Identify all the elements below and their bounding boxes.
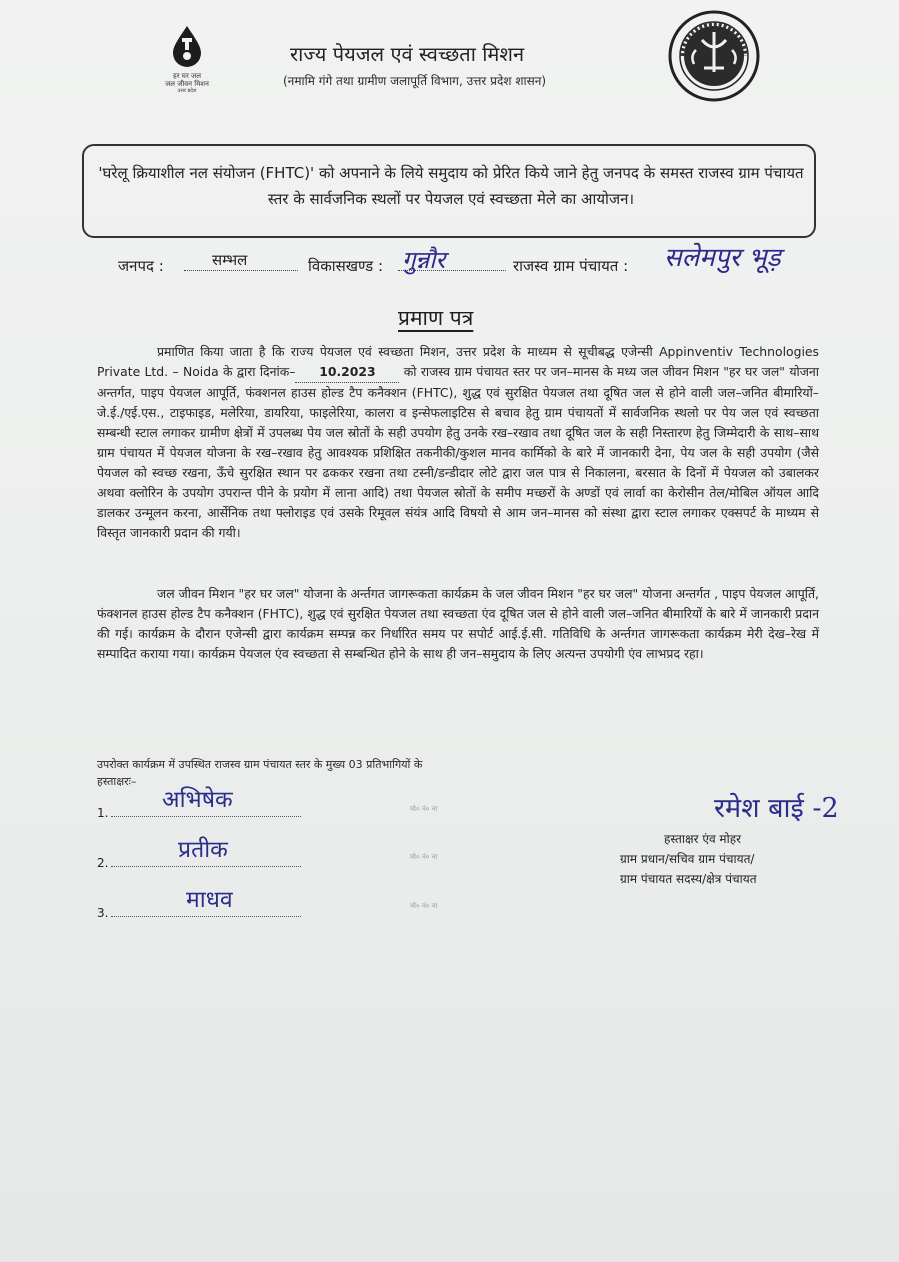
participant-mobile-label: मो० नं० ना	[410, 805, 438, 813]
signatory-role-line1: ग्राम प्रधान/सचिव ग्राम पंचायत/	[620, 852, 755, 866]
page-title: राज्य पेयजल एवं स्वच्छता मिशन	[290, 42, 525, 66]
logo-text-3: उत्तर प्रदेश	[177, 88, 197, 94]
certificate-title: प्रमाण पत्र	[398, 306, 474, 330]
district-label: जनपद :	[118, 257, 164, 275]
subject-box	[82, 144, 816, 238]
participant-mobile-label: मो० नं० ना	[410, 853, 438, 861]
participant-number: 3.	[97, 906, 109, 920]
signatory-role-line2: ग्राम पंचायत सदस्य/क्षेत्र पंचायत	[620, 872, 757, 886]
district-value: सम्भल	[212, 251, 248, 269]
participant-signature: अभिषेक	[162, 787, 233, 813]
block-label: विकासखण्ड :	[308, 257, 384, 275]
participant-signature: माधव	[186, 887, 233, 913]
event-date: 10.2023	[295, 362, 399, 383]
gram-panchayat-value: सलेमपुर भूड़	[664, 243, 781, 273]
page-subtitle: (नमामि गंगे तथा ग्रामीण जलापूर्ति विभाग, उत्तर प्रदेश शासन)	[283, 74, 547, 88]
logo-text-1: हर घर जल	[173, 72, 201, 80]
har-ghar-jal-logo	[158, 24, 216, 104]
participants-note-line1: उपरोक्त कार्यक्रम में उपस्थित राजस्व ग्राम पंचायत स्तर के मुख्य 03 प्रतिभागियों के	[97, 758, 423, 771]
participant-number: 1.	[97, 806, 109, 820]
up-government-seal-icon	[668, 10, 760, 102]
participants-note-line2: हस्ताक्षरः–	[97, 775, 137, 788]
body-paragraph-1	[97, 342, 819, 543]
para2-text: जल जीवन मिशन "हर घर जल" योजना के अर्न्तगत जागरूकता कार्यक्रम के जल जीवन मिशन "हर घर जल" योजना अन्तर्गत , पाइप पेयजल आपूर्ति, फंक्शनल हाउस होल्ड टैप कनैक्शन (FHTC), शुद्ध एवं सुरक्षित पेयजल तथा स्वच्छता एंव दूषित जल से होने वाली जल–जनित बीमारियों के बारे में जानकारी प्रदान की गई। कार्यक्रम के दौरान एजेन्सी द्वारा कार्यक्रम सम्पन्न कर निर्धारित समय पर सपोर्ट आई.ई.सी. गतिविधि के अर्न्तगत जागरूकता कार्यक्रम मेरी देख–रेख में सम्पादित कराया गया। कार्यक्रम पेयजल एंव स्वच्छता से सम्बन्धित होने के साथ ही जन–समुदाय के लिए अत्यन्त उपयोगी एंव लाभप्रद रहा।	[97, 586, 819, 661]
participant-signature: प्रतीक	[178, 837, 228, 863]
pradhan-signature: रमेश बाई -2	[714, 793, 839, 824]
block-value: गुन्नौर	[402, 246, 446, 274]
participant-number: 2.	[97, 856, 109, 870]
signature-seal-label: हस्ताक्षर एंव मोहर	[664, 832, 742, 846]
participants-note	[97, 756, 422, 790]
subject-text: 'घरेलू क्रियाशील नल संयोजन (FHTC)' को अपनाने के लिये समुदाय को प्रेरित किये जाने हेतु जनपद के समस्त राजस्व ग्राम पंचायत स्तर के सार्वजनिक स्थलों पर पेयजल एवं स्वच्छता मेले का आयोजन।	[98, 164, 804, 208]
logo-text-2: जल जीवन मिशन	[165, 80, 209, 88]
water-drop-icon	[169, 24, 205, 68]
para1-part-b: को राजस्व ग्राम पंचायत स्तर पर जन–मानस के मध्य जल जीवन मिशन "हर घर जल" योजना अन्तर्गत, पाइप पेयजल आपूर्ति, फंक्शनल हाउस होल्ड टैप कनैक्शन (FHTC), शुद्ध एवं सुरक्षित पेयजल तथा दूषित जल से होने वाली जल–जनित बीमारियों–जे.ई./एई.एस., टाइफाइड, मलेरिया, डायरिया, फाइलेरिया, कालरा व इन्सेफलाइटिस से बचाव हेतु ग्राम पंचायतों में सार्वजनिक स्थलो पर पेय जल एवं स्वच्छता सम्बन्धी स्टाल लगाकर ग्रामीण क्षेत्रों में उपलब्ध पेय जल स्रोतों के सही उपयोग हेतु उनके रख–रखाव तथा दूषित जल के सही निस्तारण हेतु जिम्मेदारी के साथ–साथ ग्राम पंचायत में पेयजल योजना के रख–रखाव हेतु आवश्यक प्रशिक्षित तकनीकी/कुशल मानव कार्मिको के बारे में जानकारी देना, पेय जल के सही उपयोग (जैसे पेयजल को स्वच्छ रखना, ऊँचे सुरक्षित स्थान पर ढककर रखना तथा टस्नी/डन्डीदार लोटे द्वारा जल पात्र से निकालना, बरसात के दिनों में पेयजल को उबालकर अथवा क्लोरिन के उपयोग उपरान्त पीने के प्रयोग में लाना आदि) तथा पेयजल स्रोतों के समीप मच्छरों के अण्डों एवं लार्वा का केरोसीन तेल/मोबिल ऑयल आदि डालकर उन्मूलन करना, आर्सेनिक तथा फ्लोराइड एवं उसके रिमूवल संयंत्र आदि विषयो से आम जन–मानस को संस्था द्वारा स्टाल लगाकर एक्सपर्ट के माध्यम से विस्तृत जानकारी प्रदान की गयी।	[97, 364, 819, 540]
participant-mobile-label: मो० नं० ना	[410, 902, 438, 910]
gram-panchayat-label: राजस्व ग्राम पंचायत :	[513, 257, 629, 275]
para1-part-a: प्रमाणित किया जाता है कि राज्य पेयजल एवं स्वच्छता मिशन, उत्तर प्रदेश के माध्यम से सूचीबद्ध एजेन्सी Appinventiv Technologies Private Ltd. – Noida के द्वारा दिनांक–	[97, 344, 819, 379]
body-paragraph-2	[97, 584, 819, 664]
